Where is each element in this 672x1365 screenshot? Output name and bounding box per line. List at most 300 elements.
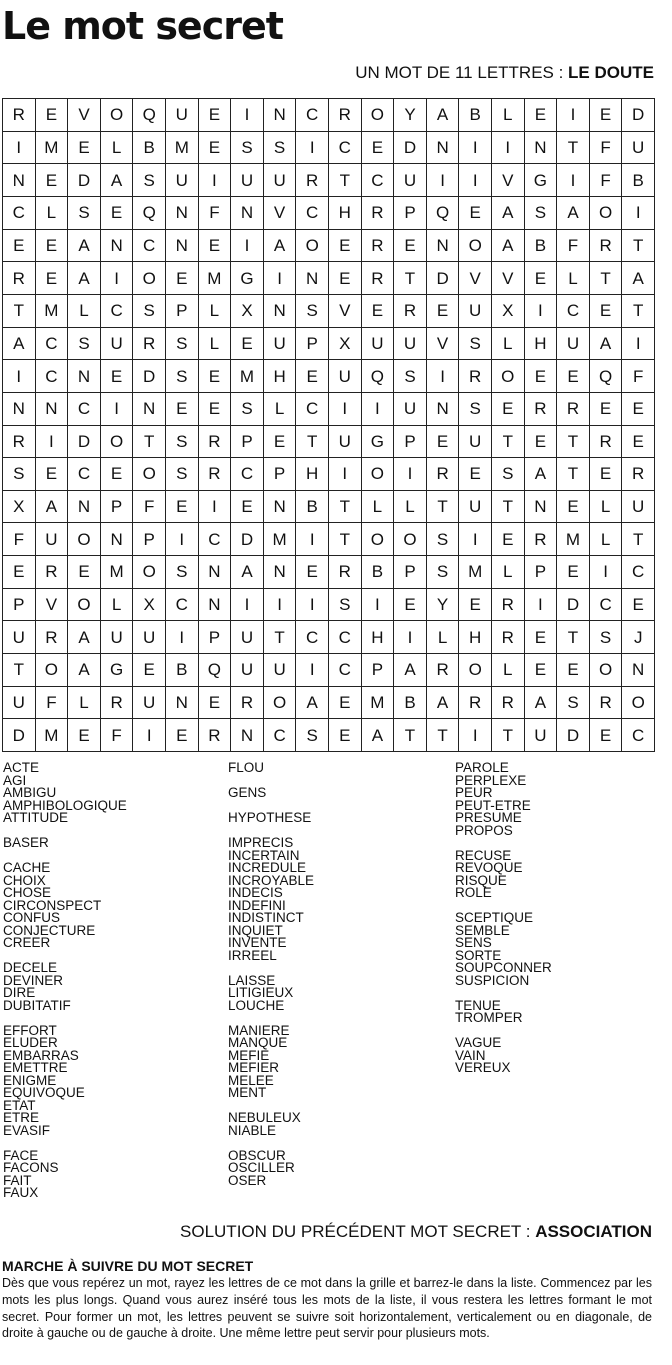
grid-cell[interactable]: N	[101, 230, 134, 263]
grid-cell[interactable]: U	[329, 426, 362, 459]
grid-cell[interactable]: I	[264, 589, 297, 622]
list-word[interactable]: INDISTINCT	[228, 910, 304, 925]
grid-cell[interactable]: E	[492, 523, 525, 556]
grid-cell[interactable]: U	[133, 687, 166, 720]
grid-cell[interactable]: E	[166, 393, 199, 426]
grid-cell[interactable]: U	[459, 426, 492, 459]
list-word[interactable]: MEFIER	[228, 1060, 280, 1075]
grid-cell[interactable]: E	[199, 99, 232, 132]
grid-cell[interactable]: E	[492, 393, 525, 426]
grid-cell[interactable]: I	[329, 393, 362, 426]
grid-cell[interactable]: I	[166, 523, 199, 556]
grid-cell[interactable]: F	[36, 687, 69, 720]
list-word[interactable]: FAUX	[3, 1185, 39, 1200]
grid-cell[interactable]: I	[3, 132, 36, 165]
grid-cell[interactable]: N	[427, 132, 460, 165]
grid-cell[interactable]: R	[492, 687, 525, 720]
grid-cell[interactable]: E	[622, 393, 655, 426]
list-word[interactable]: VEREUX	[455, 1060, 511, 1075]
grid-cell[interactable]: U	[264, 328, 297, 361]
grid-cell[interactable]: X	[329, 328, 362, 361]
grid-cell[interactable]: O	[296, 230, 329, 263]
list-word[interactable]: TENUE	[455, 997, 501, 1013]
grid-cell[interactable]: D	[622, 99, 655, 132]
grid-cell[interactable]: E	[590, 99, 623, 132]
grid-cell[interactable]: U	[231, 654, 264, 687]
grid-cell[interactable]: R	[492, 621, 525, 654]
grid-cell[interactable]: I	[231, 99, 264, 132]
grid-cell[interactable]: E	[199, 230, 232, 263]
grid-cell[interactable]: R	[459, 360, 492, 393]
grid-cell[interactable]: O	[68, 523, 101, 556]
grid-cell[interactable]: A	[492, 230, 525, 263]
grid-cell[interactable]: N	[68, 360, 101, 393]
grid-cell[interactable]: E	[590, 393, 623, 426]
grid-cell[interactable]: N	[166, 230, 199, 263]
grid-cell[interactable]: O	[264, 687, 297, 720]
grid-cell[interactable]: R	[427, 458, 460, 491]
grid-cell[interactable]: E	[101, 458, 134, 491]
grid-cell[interactable]: B	[166, 654, 199, 687]
grid-cell[interactable]: L	[199, 295, 232, 328]
grid-cell[interactable]: P	[133, 523, 166, 556]
grid-cell[interactable]: T	[557, 132, 590, 165]
grid-cell[interactable]: A	[36, 491, 69, 524]
grid-cell[interactable]: O	[394, 523, 427, 556]
grid-cell[interactable]: S	[459, 328, 492, 361]
grid-cell[interactable]: R	[101, 687, 134, 720]
grid-cell[interactable]: A	[101, 164, 134, 197]
grid-cell[interactable]: V	[36, 589, 69, 622]
grid-cell[interactable]: E	[199, 687, 232, 720]
grid-cell[interactable]: N	[264, 556, 297, 589]
grid-cell[interactable]: O	[36, 654, 69, 687]
grid-cell[interactable]: O	[101, 99, 134, 132]
grid-cell[interactable]: B	[459, 99, 492, 132]
grid-cell[interactable]: I	[492, 132, 525, 165]
grid-cell[interactable]: E	[329, 262, 362, 295]
grid-cell[interactable]: C	[329, 654, 362, 687]
list-word[interactable]: DIRE	[3, 985, 36, 1000]
grid-cell[interactable]: U	[394, 328, 427, 361]
list-word[interactable]: GENS	[228, 785, 267, 800]
grid-cell[interactable]: O	[362, 458, 395, 491]
list-word[interactable]: MEFIE	[228, 1047, 270, 1063]
list-word[interactable]: SUSPICION	[455, 972, 530, 988]
grid-cell[interactable]: R	[133, 328, 166, 361]
grid-cell[interactable]: O	[101, 426, 134, 459]
grid-cell[interactable]: E	[36, 99, 69, 132]
list-word[interactable]: MENT	[228, 1085, 267, 1100]
grid-cell[interactable]: E	[68, 132, 101, 165]
grid-cell[interactable]: S	[166, 556, 199, 589]
grid-cell[interactable]: N	[199, 556, 232, 589]
grid-cell[interactable]: L	[68, 687, 101, 720]
list-word[interactable]: VAGUE	[455, 1035, 502, 1050]
grid-cell[interactable]: C	[36, 328, 69, 361]
grid-cell[interactable]: C	[590, 589, 623, 622]
grid-cell[interactable]: E	[557, 654, 590, 687]
grid-cell[interactable]: F	[101, 719, 134, 752]
grid-cell[interactable]: N	[525, 132, 558, 165]
grid-cell[interactable]: I	[362, 589, 395, 622]
grid-cell[interactable]: A	[362, 719, 395, 752]
grid-cell[interactable]: F	[622, 360, 655, 393]
grid-cell[interactable]: T	[329, 523, 362, 556]
list-word[interactable]: LAISSE	[228, 972, 276, 988]
list-word[interactable]: OSER	[228, 1172, 267, 1188]
grid-cell[interactable]: C	[362, 164, 395, 197]
grid-cell[interactable]: I	[557, 99, 590, 132]
list-word[interactable]: ATTITUDE	[3, 810, 68, 825]
grid-cell[interactable]: E	[36, 164, 69, 197]
grid-cell[interactable]: B	[622, 164, 655, 197]
grid-cell[interactable]: A	[427, 99, 460, 132]
list-word[interactable]: MANIERE	[228, 1022, 290, 1038]
grid-cell[interactable]: C	[166, 589, 199, 622]
grid-cell[interactable]: E	[362, 295, 395, 328]
grid-cell[interactable]: A	[492, 197, 525, 230]
grid-cell[interactable]: C	[622, 719, 655, 752]
grid-cell[interactable]: U	[459, 295, 492, 328]
list-word[interactable]: SOUPCONNER	[455, 960, 552, 975]
grid-cell[interactable]: I	[133, 719, 166, 752]
list-word[interactable]: IMPRECIS	[228, 835, 294, 850]
list-word[interactable]: FACONS	[3, 1160, 59, 1175]
grid-cell[interactable]: I	[296, 654, 329, 687]
grid-cell[interactable]: U	[36, 523, 69, 556]
list-word[interactable]: OSCILLER	[228, 1160, 295, 1175]
grid-cell[interactable]: Y	[394, 99, 427, 132]
grid-cell[interactable]: P	[199, 621, 232, 654]
grid-cell[interactable]: I	[101, 393, 134, 426]
grid-cell[interactable]: L	[590, 491, 623, 524]
grid-cell[interactable]: T	[492, 719, 525, 752]
grid-cell[interactable]: N	[199, 589, 232, 622]
grid-cell[interactable]: I	[264, 262, 297, 295]
grid-cell[interactable]: T	[622, 523, 655, 556]
grid-cell[interactable]: N	[296, 262, 329, 295]
grid-cell[interactable]: S	[231, 132, 264, 165]
grid-cell[interactable]: C	[3, 197, 36, 230]
grid-cell[interactable]: I	[199, 491, 232, 524]
list-word[interactable]: ETRE	[3, 1110, 40, 1125]
grid-cell[interactable]: I	[427, 360, 460, 393]
grid-cell[interactable]: E	[525, 426, 558, 459]
grid-cell[interactable]: S	[427, 523, 460, 556]
grid-cell[interactable]: R	[427, 654, 460, 687]
grid-cell[interactable]: C	[329, 132, 362, 165]
grid-cell[interactable]: L	[362, 491, 395, 524]
grid-cell[interactable]: M	[557, 523, 590, 556]
grid-cell[interactable]: N	[166, 197, 199, 230]
grid-cell[interactable]: E	[557, 360, 590, 393]
grid-cell[interactable]: U	[3, 687, 36, 720]
grid-cell[interactable]: I	[525, 589, 558, 622]
grid-cell[interactable]: R	[329, 99, 362, 132]
grid-cell[interactable]: E	[101, 360, 134, 393]
grid-cell[interactable]: U	[394, 164, 427, 197]
grid-cell[interactable]: U	[459, 491, 492, 524]
grid-cell[interactable]: I	[36, 426, 69, 459]
grid-cell[interactable]: M	[231, 360, 264, 393]
grid-cell[interactable]: E	[3, 556, 36, 589]
grid-cell[interactable]: R	[231, 687, 264, 720]
grid-cell[interactable]: L	[492, 654, 525, 687]
grid-cell[interactable]: D	[427, 262, 460, 295]
grid-cell[interactable]: T	[492, 491, 525, 524]
grid-cell[interactable]: O	[590, 197, 623, 230]
grid-cell[interactable]: T	[133, 426, 166, 459]
list-word[interactable]: FACE	[3, 1147, 39, 1163]
grid-cell[interactable]: S	[394, 360, 427, 393]
list-word[interactable]: MELEE	[228, 1072, 274, 1088]
grid-cell[interactable]: E	[166, 262, 199, 295]
grid-cell[interactable]: L	[427, 621, 460, 654]
grid-cell[interactable]: A	[231, 556, 264, 589]
grid-cell[interactable]: R	[36, 556, 69, 589]
grid-cell[interactable]: F	[133, 491, 166, 524]
grid-cell[interactable]: H	[459, 621, 492, 654]
grid-cell[interactable]: S	[264, 132, 297, 165]
grid-cell[interactable]: N	[166, 687, 199, 720]
grid-cell[interactable]: G	[231, 262, 264, 295]
grid-cell[interactable]: G	[101, 654, 134, 687]
grid-cell[interactable]: Q	[590, 360, 623, 393]
grid-cell[interactable]: H	[264, 360, 297, 393]
grid-cell[interactable]: I	[459, 719, 492, 752]
grid-cell[interactable]: D	[133, 360, 166, 393]
list-word[interactable]: RECUSE	[455, 847, 512, 863]
grid-cell[interactable]: B	[525, 230, 558, 263]
grid-cell[interactable]: C	[101, 295, 134, 328]
list-word[interactable]: TROMPER	[455, 1010, 523, 1025]
grid-cell[interactable]: F	[590, 164, 623, 197]
grid-cell[interactable]: X	[492, 295, 525, 328]
grid-cell[interactable]: U	[133, 621, 166, 654]
grid-cell[interactable]: B	[296, 491, 329, 524]
grid-cell[interactable]: T	[264, 621, 297, 654]
grid-cell[interactable]: L	[101, 132, 134, 165]
grid-cell[interactable]: N	[264, 295, 297, 328]
grid-cell[interactable]: V	[329, 295, 362, 328]
grid-cell[interactable]: D	[557, 589, 590, 622]
grid-cell[interactable]: M	[264, 523, 297, 556]
grid-cell[interactable]: S	[590, 621, 623, 654]
grid-cell[interactable]: E	[264, 426, 297, 459]
grid-cell[interactable]: X	[3, 491, 36, 524]
grid-cell[interactable]: A	[525, 458, 558, 491]
grid-cell[interactable]: R	[329, 556, 362, 589]
grid-cell[interactable]: N	[427, 230, 460, 263]
grid-cell[interactable]: I	[427, 164, 460, 197]
list-word[interactable]: VAIN	[455, 1047, 486, 1063]
list-word[interactable]: ELUDER	[3, 1035, 58, 1050]
grid-cell[interactable]: C	[296, 393, 329, 426]
grid-cell[interactable]: E	[36, 262, 69, 295]
grid-cell[interactable]: O	[133, 458, 166, 491]
grid-cell[interactable]: T	[557, 458, 590, 491]
grid-cell[interactable]: R	[590, 230, 623, 263]
grid-cell[interactable]: E	[394, 589, 427, 622]
grid-cell[interactable]: T	[329, 491, 362, 524]
grid-cell[interactable]: D	[231, 523, 264, 556]
grid-cell[interactable]: R	[459, 687, 492, 720]
list-word[interactable]: CHOSE	[3, 885, 52, 900]
grid-cell[interactable]: E	[199, 132, 232, 165]
grid-cell[interactable]: L	[101, 589, 134, 622]
grid-cell[interactable]: O	[459, 654, 492, 687]
grid-cell[interactable]: S	[296, 295, 329, 328]
grid-cell[interactable]: C	[296, 621, 329, 654]
grid-cell[interactable]: E	[459, 197, 492, 230]
grid-cell[interactable]: L	[394, 491, 427, 524]
grid-cell[interactable]: O	[133, 262, 166, 295]
grid-cell[interactable]: J	[622, 621, 655, 654]
grid-cell[interactable]: F	[199, 197, 232, 230]
grid-cell[interactable]: P	[394, 556, 427, 589]
grid-cell[interactable]: L	[36, 197, 69, 230]
grid-cell[interactable]: R	[525, 393, 558, 426]
grid-cell[interactable]: C	[199, 523, 232, 556]
grid-cell[interactable]: R	[590, 426, 623, 459]
list-word[interactable]: FAIT	[3, 1172, 32, 1188]
grid-cell[interactable]: A	[394, 654, 427, 687]
grid-cell[interactable]: C	[296, 99, 329, 132]
grid-cell[interactable]: S	[427, 556, 460, 589]
list-word[interactable]: DUBITATIF	[3, 997, 71, 1013]
grid-cell[interactable]: S	[459, 393, 492, 426]
grid-cell[interactable]: S	[525, 197, 558, 230]
grid-cell[interactable]: R	[362, 262, 395, 295]
grid-cell[interactable]: A	[622, 262, 655, 295]
list-word[interactable]: PRESUME	[455, 810, 522, 825]
grid-cell[interactable]: U	[362, 328, 395, 361]
grid-cell[interactable]: E	[199, 360, 232, 393]
grid-cell[interactable]: S	[166, 360, 199, 393]
grid-cell[interactable]: O	[590, 654, 623, 687]
grid-cell[interactable]: S	[231, 393, 264, 426]
list-word[interactable]: NEBULEUX	[228, 1110, 301, 1125]
grid-cell[interactable]: I	[3, 360, 36, 393]
grid-cell[interactable]: E	[329, 230, 362, 263]
grid-cell[interactable]: R	[622, 458, 655, 491]
grid-cell[interactable]: E	[68, 556, 101, 589]
grid-cell[interactable]: I	[622, 328, 655, 361]
grid-cell[interactable]: H	[329, 197, 362, 230]
grid-cell[interactable]: E	[525, 621, 558, 654]
list-word[interactable]: LITIGIEUX	[228, 985, 294, 1000]
grid-cell[interactable]: C	[264, 719, 297, 752]
grid-cell[interactable]: M	[459, 556, 492, 589]
grid-cell[interactable]: D	[68, 426, 101, 459]
list-word[interactable]: EQUIVOQUE	[3, 1085, 85, 1100]
grid-cell[interactable]: S	[492, 458, 525, 491]
grid-cell[interactable]: E	[231, 491, 264, 524]
grid-cell[interactable]: I	[362, 393, 395, 426]
grid-cell[interactable]: C	[68, 393, 101, 426]
grid-cell[interactable]: P	[231, 426, 264, 459]
grid-cell[interactable]: P	[394, 197, 427, 230]
grid-cell[interactable]: I	[459, 523, 492, 556]
grid-cell[interactable]: P	[394, 426, 427, 459]
grid-cell[interactable]: B	[133, 132, 166, 165]
grid-cell[interactable]: U	[166, 99, 199, 132]
grid-cell[interactable]: P	[525, 556, 558, 589]
grid-cell[interactable]: E	[459, 589, 492, 622]
grid-cell[interactable]: S	[166, 328, 199, 361]
grid-cell[interactable]: H	[362, 621, 395, 654]
grid-cell[interactable]: L	[492, 556, 525, 589]
grid-cell[interactable]: E	[101, 197, 134, 230]
list-word[interactable]: BASER	[3, 835, 49, 850]
grid-cell[interactable]: A	[264, 230, 297, 263]
grid-cell[interactable]: A	[68, 230, 101, 263]
grid-cell[interactable]: N	[231, 719, 264, 752]
grid-cell[interactable]: H	[525, 328, 558, 361]
grid-cell[interactable]: M	[362, 687, 395, 720]
grid-cell[interactable]: U	[525, 719, 558, 752]
grid-cell[interactable]: O	[492, 360, 525, 393]
grid-cell[interactable]: E	[231, 328, 264, 361]
grid-cell[interactable]: L	[492, 328, 525, 361]
grid-cell[interactable]: N	[525, 491, 558, 524]
grid-cell[interactable]: R	[3, 262, 36, 295]
grid-cell[interactable]: U	[231, 621, 264, 654]
grid-cell[interactable]: N	[133, 393, 166, 426]
list-word[interactable]: DECELE	[3, 960, 58, 975]
grid-cell[interactable]: N	[427, 393, 460, 426]
grid-cell[interactable]: F	[3, 523, 36, 556]
grid-cell[interactable]: E	[329, 687, 362, 720]
grid-cell[interactable]: E	[68, 719, 101, 752]
grid-cell[interactable]: E	[427, 426, 460, 459]
grid-cell[interactable]: N	[264, 491, 297, 524]
grid-cell[interactable]: I	[101, 262, 134, 295]
grid-cell[interactable]: F	[557, 230, 590, 263]
grid-cell[interactable]: T	[622, 295, 655, 328]
grid-cell[interactable]: U	[622, 132, 655, 165]
grid-cell[interactable]: T	[622, 230, 655, 263]
grid-cell[interactable]: Q	[427, 197, 460, 230]
list-word[interactable]: DEVINER	[3, 972, 64, 988]
grid-cell[interactable]: E	[590, 458, 623, 491]
list-word[interactable]: REVOQUE	[455, 860, 523, 875]
grid-cell[interactable]: R	[557, 393, 590, 426]
grid-cell[interactable]: Q	[199, 654, 232, 687]
grid-cell[interactable]: R	[3, 99, 36, 132]
list-word[interactable]: ENIGME	[3, 1072, 57, 1088]
list-word[interactable]: HYPOTHESE	[228, 810, 312, 825]
grid-cell[interactable]: E	[459, 458, 492, 491]
grid-cell[interactable]: C	[557, 295, 590, 328]
list-word[interactable]: FLOU	[228, 760, 265, 775]
grid-cell[interactable]: S	[68, 328, 101, 361]
grid-cell[interactable]: M	[36, 295, 69, 328]
grid-cell[interactable]: X	[133, 589, 166, 622]
grid-cell[interactable]: U	[264, 164, 297, 197]
grid-cell[interactable]: T	[427, 491, 460, 524]
grid-cell[interactable]: U	[231, 164, 264, 197]
grid-cell[interactable]: R	[36, 621, 69, 654]
grid-cell[interactable]: G	[362, 426, 395, 459]
grid-cell[interactable]: V	[68, 99, 101, 132]
grid-cell[interactable]: A	[68, 621, 101, 654]
grid-cell[interactable]: R	[525, 523, 558, 556]
grid-cell[interactable]: R	[3, 426, 36, 459]
grid-cell[interactable]: I	[394, 621, 427, 654]
grid-cell[interactable]: G	[525, 164, 558, 197]
